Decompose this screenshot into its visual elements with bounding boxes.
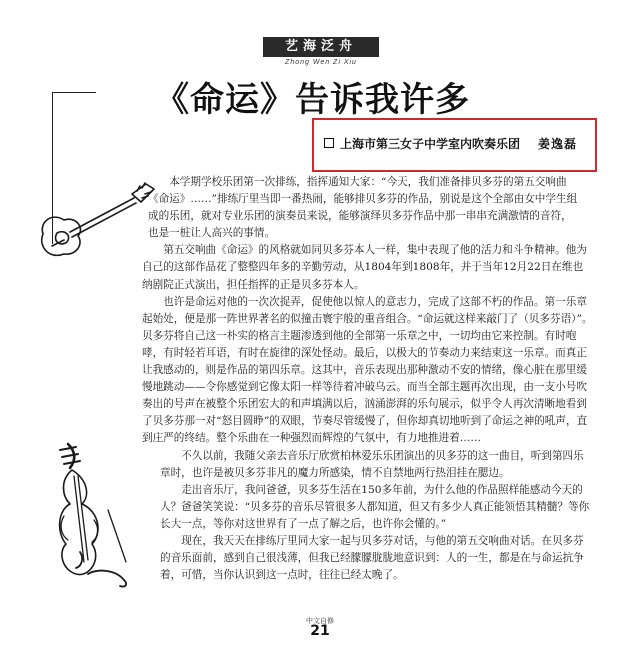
article-title: 《命运》告诉我许多 bbox=[155, 80, 470, 120]
body-paragraph: 不久以前，我随父亲去音乐厅欣赏柏林爱乐乐团演出的贝多芬的这一曲目，听到第四乐章时，也许是被贝多芬非凡的魔力所感染，情不自禁地两行热泪挂在腮边。 bbox=[160, 449, 584, 479]
author-byline bbox=[324, 135, 577, 152]
author-school: 上海市第三女子中学室内吹奏乐团 bbox=[340, 137, 521, 151]
square-bullet-icon bbox=[324, 138, 334, 148]
page-number: 21 bbox=[310, 623, 330, 639]
body-paragraph: 走出音乐厅，我问爸爸，贝多芬生活在150多年前，为什么他的作品照样能感动今天的人？爸爸笑笑说：“贝多芬的音乐尽管很多人都知道，但又有多少人真正能领悟其精髓？等你长大一点，等你对这世界有了一点了解之后，也许你会懂的。” bbox=[160, 483, 590, 530]
body-paragraph: 第五交响曲《命运》的风格就如同贝多芬本人一样，集中表现了他的活力和斗争精神。他为自己的这部作品花了整整四年多的辛勤劳动，从1804年到1808年，并于当年12月22日在维也纳剧院正式演出，担任指挥的正是贝多芬本人。 bbox=[142, 244, 587, 291]
decorative-frame-line bbox=[52, 92, 96, 93]
article-body bbox=[142, 174, 593, 584]
body-paragraph: 现在，我天天在排练厅里同大家一起与贝多芬对话，与他的第五交响曲对话。在贝多芬的音乐面前，感到自己很浅薄，但我已经朦朦胧胧地意识到：人的一生，都是在与命运抗争着，可惜，当你认识到这一点时，往往已经太晚了。 bbox=[160, 534, 584, 582]
column-title: 艺海泛舟 bbox=[263, 37, 379, 57]
author-name: 姜逸磊 bbox=[538, 137, 578, 151]
column-pinyin: Zhong Wen Zi Xiu bbox=[285, 59, 357, 66]
author-byline-box bbox=[312, 118, 597, 172]
body-paragraph: 本学期学校乐团第一次排练，指挥通知大家：“今天，我们准备排贝多芬的第五交响曲《命运》……”排练厅里当即一番热闹，能够排贝多芬的作品，别说是这个全部由女中学生组成的乐团，就对专业乐团的演奏员来说，能够演绎贝多芬作品中那一串串充满激情的音符，也是一桩让人高兴的事情。 bbox=[148, 176, 578, 240]
cello-illustration bbox=[54, 440, 138, 590]
body-paragraph: 也许是命运对他的一次次捉弄，促使他以惊人的意志力，完成了这部不朽的作品。第一乐章起始处，便是那一阵世界著名的似撞击寰宇般的重音组合。“命运就这样来敲门了（贝多芬语）”。贝多芬将自己这一朴实的格言主题渗透到他的全部第一乐章之中，一切均由它来控制。有时咆哮，有时轻若耳语，有时在旋律的深处怪动。最后，以极大的节奏动力来结束这一乐章。而真正让我感动的，则是作品的第四乐章。这其中，音乐表现出那种激动不安的情绪，像心脏在那里缓慢地跳动——令你感觉到它像太阳一样等待着冲破乌云。而当全部主题再次出现，由一支小号吹奏出的号声在被整个乐团宏大的和声填满以后，汹涌澎湃的乐句展示，似乎令人再次清晰地看到了贝多芬那一对“怒目圆睁”的双眼，节奏尽管缓慢了，但你却真切地听到了命运之神的吼声，直到庄严的终结。整个乐曲在一种强烈而辉煌的气氛中，有力地推进着…… bbox=[142, 295, 593, 445]
magazine-name: 中文自修 bbox=[306, 617, 334, 625]
